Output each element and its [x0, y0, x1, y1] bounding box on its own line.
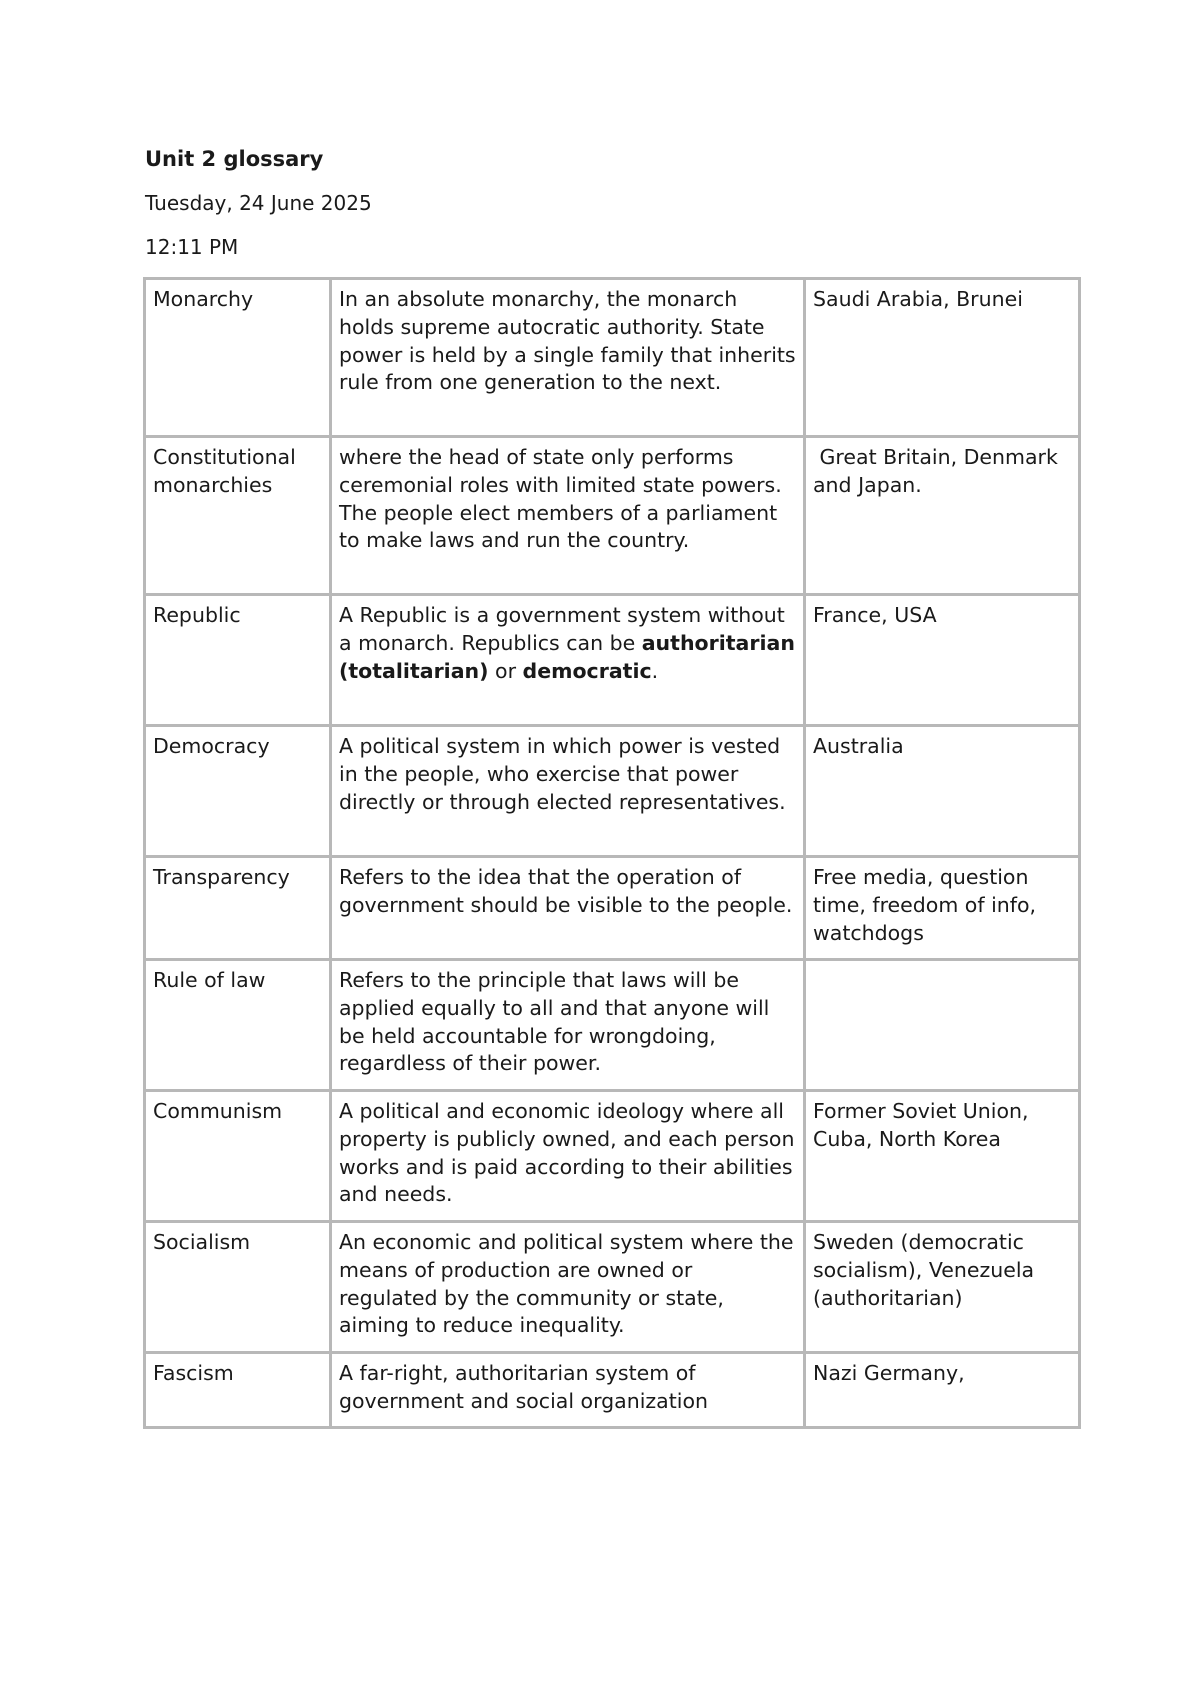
definition-cell[interactable]: An economic and political system where the means of production are owned or regulated by the community or state, aiming to reduce inequality.	[331, 1222, 805, 1353]
term-cell[interactable]: Constitutional monarchies	[145, 437, 331, 595]
table-row	[145, 1222, 1080, 1353]
table-row	[145, 857, 1080, 960]
table-row	[145, 726, 1080, 857]
definition-cell[interactable]: In an absolute monarchy, the monarch holds supreme autocratic authority. State power is held by a single family that inherits rule from one generation to the next.	[331, 279, 805, 437]
definition-bold-term: democratic	[522, 658, 652, 683]
term-cell[interactable]: Monarchy	[145, 279, 331, 437]
term-cell[interactable]: Republic	[145, 595, 331, 726]
definition-bold-term: authoritarian (totalitarian)	[339, 630, 795, 683]
note-date: Tuesday, 24 June 2025	[145, 191, 372, 215]
example-cell[interactable]: Australia	[805, 726, 1080, 857]
definition-cell[interactable]: Refers to the principle that laws will be applied equally to all and that anyone will be held accountable for wrongdoing, regardless of their power.	[331, 960, 805, 1091]
table-row	[145, 960, 1080, 1091]
example-cell[interactable]: Free media, question time, freedom of info, watchdogs	[805, 857, 1080, 960]
definition-cell[interactable]: A political system in which power is vested in the people, who exercise that power directly or through elected representatives.	[331, 726, 805, 857]
example-cell[interactable]: Sweden (democratic socialism), Venezuela (authoritarian)	[805, 1222, 1080, 1353]
example-cell[interactable]: Saudi Arabia, Brunei	[805, 279, 1080, 437]
term-cell[interactable]: Socialism	[145, 1222, 331, 1353]
example-cell[interactable]: Nazi Germany,	[805, 1353, 1080, 1428]
table-row	[145, 595, 1080, 726]
term-cell[interactable]: Rule of law	[145, 960, 331, 1091]
term-cell[interactable]: Communism	[145, 1091, 331, 1222]
table-row	[145, 1353, 1080, 1428]
term-cell[interactable]: Transparency	[145, 857, 331, 960]
definition-text: or	[488, 658, 523, 683]
definition-cell[interactable]: A far-right, authoritarian system of government and social organization	[331, 1353, 805, 1428]
definition-text: .	[651, 658, 659, 683]
example-cell[interactable]	[805, 960, 1080, 1091]
definition-cell[interactable]: Refers to the idea that the operation of government should be visible to the people.	[331, 857, 805, 960]
term-cell[interactable]: Fascism	[145, 1353, 331, 1428]
definition-text: A Republic is a government system without a monarch. Republics can be	[339, 603, 785, 655]
example-cell[interactable]: Great Britain, Denmark and Japan.	[805, 437, 1080, 595]
example-cell[interactable]: France, USA	[805, 595, 1080, 726]
table-row	[145, 279, 1080, 437]
example-cell[interactable]: Former Soviet Union, Cuba, North Korea	[805, 1091, 1080, 1222]
term-cell[interactable]: Democracy	[145, 726, 331, 857]
glossary-table	[143, 277, 1081, 1429]
definition-cell[interactable]: where the head of state only performs ceremonial roles with limited state powers. The people elect members of a parliament to make laws and run the country.	[331, 437, 805, 595]
table-row	[145, 1091, 1080, 1222]
note-time: 12:11 PM	[145, 235, 239, 259]
note-page	[145, 144, 1080, 1413]
definition-cell[interactable]	[331, 595, 805, 726]
definition-cell[interactable]: A political and economic ideology where all property is publicly owned, and each person works and is paid according to their abilities and needs.	[331, 1091, 805, 1222]
page-title: Unit 2 glossary	[145, 147, 324, 171]
table-row	[145, 437, 1080, 595]
